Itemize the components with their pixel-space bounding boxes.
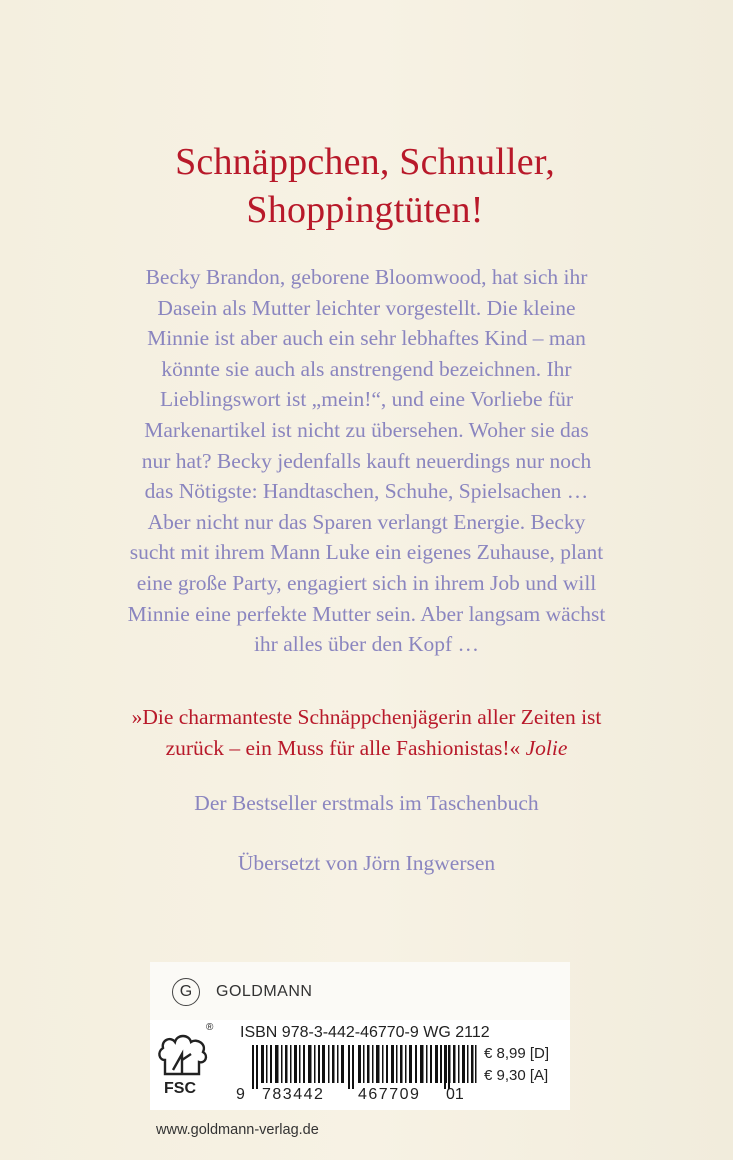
fsc-label: FSC <box>164 1080 196 1097</box>
headline-line-1: Schnäppchen, Schnuller, <box>175 141 555 183</box>
blurb-line: Markenartikel ist nicht zu übersehen. Woher sie das <box>144 417 589 442</box>
publisher-logo-icon: G <box>172 978 200 1006</box>
blurb-line: Lieblingswort ist „mein!“, und eine Vorliebe für <box>160 387 573 412</box>
quote-line-1: »Die charmanteste Schnäppchenjägerin aller Zeiten ist <box>131 705 602 729</box>
translator-note: Übersetzt von Jörn Ingwersen <box>237 851 496 875</box>
barcode-group-1: 783442 <box>262 1086 325 1103</box>
registered-mark: ® <box>206 1022 214 1033</box>
headline <box>100 138 630 234</box>
price-austria: € 9,30 [A] <box>484 1067 549 1084</box>
blurb-line: ihr alles über den Kopf … <box>253 632 480 657</box>
publisher-website: www.goldmann-verlag.de <box>156 1122 319 1138</box>
blurb-line: das Nötigste: Handtaschen, Schuhe, Spielsachen … <box>144 479 589 504</box>
isbn-line: ISBN 978-3-442-46770-9 WG 2112 <box>240 1024 490 1041</box>
price-germany: € 8,99 [D] <box>484 1045 550 1062</box>
blurb-line: Becky Brandon, geborene Bloomwood, hat sich ihr <box>145 265 588 289</box>
bestseller-note: Der Bestseller erstmals im Taschenbuch <box>194 791 539 815</box>
blurb-line: könnte sie auch als anstrengend bezeichnen. Ihr <box>161 356 572 381</box>
publisher-row <box>150 962 570 1020</box>
blurb-line: Minnie ist aber auch ein sehr lebhaftes Kind – man <box>147 326 586 351</box>
quote-line-2: zurück – ein Muss für alle Fashionistas!« <box>165 736 521 760</box>
blurb-line: nur hat? Becky jedenfalls kauft neuerdings nur noch <box>141 448 592 473</box>
publisher-name: GOLDMANN <box>216 983 313 1000</box>
press-quote <box>60 702 673 764</box>
quote-source: Jolie <box>525 736 568 760</box>
blurb-line: eine große Party, engagiert sich in ihrem Job und will <box>136 570 597 595</box>
ean-barcode <box>252 1045 466 1089</box>
blurb-line: Minnie eine perfekte Mutter sein. Aber langsam wächst <box>127 601 606 626</box>
barcode-lead-digit: 9 <box>236 1086 245 1103</box>
headline-line-2: Shoppingtüten! <box>246 189 484 231</box>
blurb-line: Aber nicht nur das Sparen verlangt Energie. Becky <box>147 509 586 534</box>
blurb-text <box>60 262 673 660</box>
barcode-addon: 01 <box>446 1086 464 1103</box>
blurb-line: Dasein als Mutter leichter vorgestellt. Die kleine <box>157 295 576 320</box>
addon-barcode <box>440 1045 478 1089</box>
fsc-tree-icon <box>155 1030 213 1078</box>
barcode-group-2: 467709 <box>358 1086 421 1103</box>
blurb-line: sucht mit ihrem Mann Luke ein eigenes Zuhause, plant <box>129 540 604 565</box>
